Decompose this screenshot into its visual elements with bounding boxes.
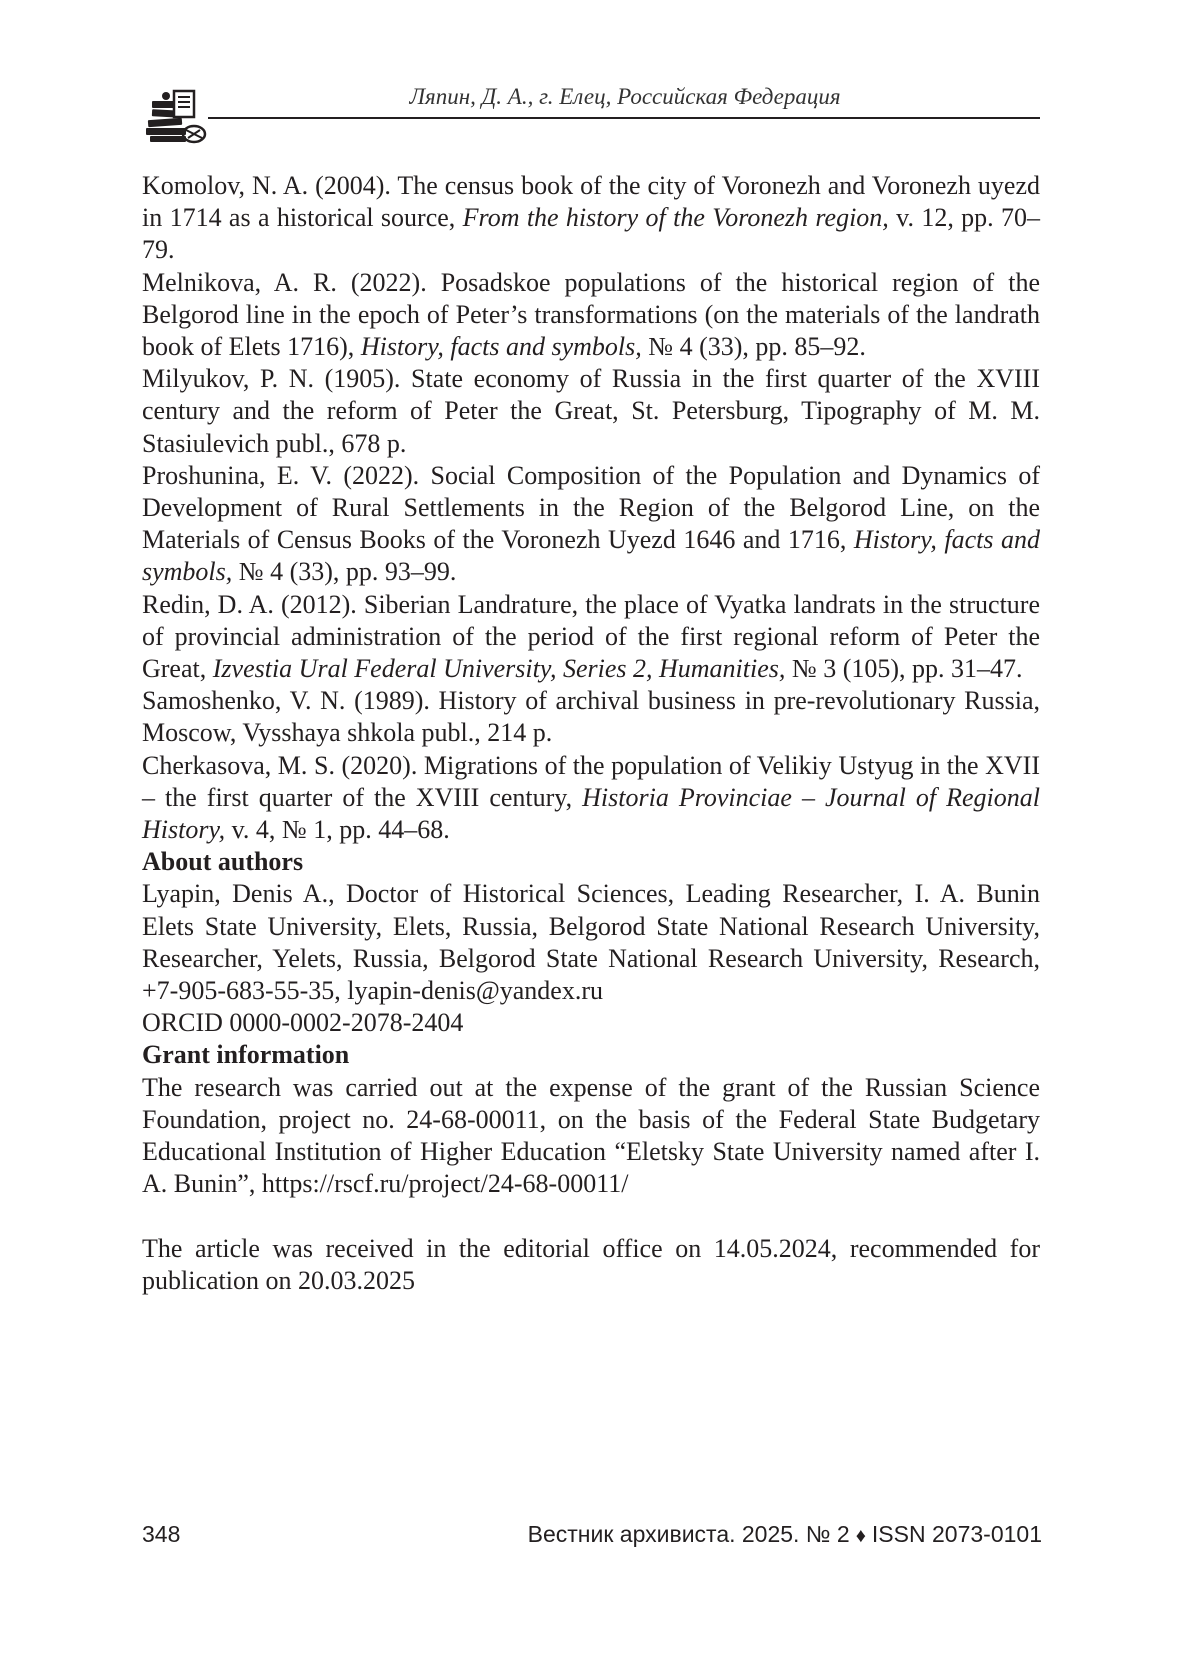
reference-entry <box>142 170 1040 267</box>
orcid: ORCID 0000-0002-2078-2404 <box>142 1008 464 1038</box>
reference-source: History, facts and symbols, <box>360 332 642 362</box>
spacer <box>142 1201 1040 1233</box>
reference-text: Komolov, N. A. (2004). The census book of the city of Voronezh and Voronezh uyezd in 1714 as a historical source, <box>142 171 1040 233</box>
page-number: 348 <box>142 1521 181 1547</box>
reference-entry <box>142 750 1040 847</box>
main-content <box>142 170 1040 1297</box>
reference-details: № 3 (105), pp. 31–47. <box>785 654 1023 684</box>
header-rule <box>208 117 1040 119</box>
reference-text: Redin, D. A. (2012). Siberian Landrature, the place of Vyatka landrats in the structure of provincial administration of the period of the first regional reform of Peter the Great, <box>142 589 1040 684</box>
reference-source: History, facts and symbols, <box>142 525 1040 587</box>
reference-entry <box>142 363 1040 460</box>
reference-details: v. 12, pp. 70–79. <box>142 203 1041 265</box>
grant-information-text: The research was carried out at the expense of the grant of the Russian Science Foundation, project no. 24-68-00011, on the basis of the Federal State Budgetary Educational Institution of Higher Education “Eletsky State University named after I. A. Bunin”, https://rscf.ru/project/24-68-00011/ <box>142 1072 1040 1199</box>
reference-source: From the history of the Voronezh region, <box>462 203 889 233</box>
reference-entry <box>142 685 1040 749</box>
reference-text: Milyukov, P. N. (1905). State economy of Russia in the first quarter of the XVIII century and the reform of Peter the Great, St. Petersburg, Tipography of M. M. Stasiulevich publ., 678 p. <box>142 364 1040 458</box>
reference-text: Cherkasova, M. S. (2020). Migrations of the population of Velikiy Ustyug in the XVII – the first quarter of the XVIII century, <box>142 750 1040 812</box>
reference-details: № 4 (33), pp. 93–99. <box>232 557 457 587</box>
about-authors-text: Lyapin, Denis A., Doctor of Historical Sciences, Leading Researcher, I. A. Bunin Elets State University, Elets, Russia, Belgorod State National Research University, Researcher, Yelets, Russia, Belgorod State National Research University, Research, +7-905-683-55-35, lyapin-denis@yandex.ru <box>142 879 1040 1006</box>
diamond-separator-icon: ♦ <box>855 1525 866 1547</box>
reference-source: Izvestia Ural Federal University, Series 2, Humanities, <box>212 654 786 684</box>
reference-text: Samoshenko, V. N. (1989). History of archival business in pre-revolutionary Russia, Moscow, Vysshaya shkola publ., 214 p. <box>142 686 1040 748</box>
books-stack-icon <box>142 88 208 146</box>
journal-footer <box>528 1521 1042 1551</box>
running-header-title: Ляпин, Д. А., г. Елец, Российская Федерация <box>409 84 841 109</box>
issn: ISSN 2073-0101 <box>871 1521 1042 1547</box>
reference-entry <box>142 589 1040 686</box>
reference-details: № 4 (33), pp. 85–92. <box>641 332 866 362</box>
reference-details: v. 4, № 1, pp. 44–68. <box>225 815 450 845</box>
reference-text: Melnikova, A. R. (2022). Posadskoe populations of the historical region of the Belgorod line in the epoch of Peter’s transformations (on the materials of the landrath book of Elets 1716), <box>142 267 1040 362</box>
received-note: The article was received in the editorial office on 14.05.2024, recommended for publication on 20.03.2025 <box>142 1233 1040 1295</box>
grant-information-heading: Grant information <box>142 1040 350 1070</box>
reference-text: Proshunina, E. V. (2022). Social Composition of the Population and Dynamics of Development of Rural Settlements in the Region of the Belgorod Line, on the Materials of Census Books of the Voronezh Uyezd 1646 and 1716, <box>142 460 1040 555</box>
reference-entry <box>142 267 1040 364</box>
reference-entry <box>142 460 1040 589</box>
reference-source: Historia Provinciae – Journal of Regional History, <box>142 782 1040 845</box>
journal-name: Вестник архивиста. 2025. № 2 <box>527 1521 850 1547</box>
about-authors-heading: About authors <box>142 847 304 877</box>
